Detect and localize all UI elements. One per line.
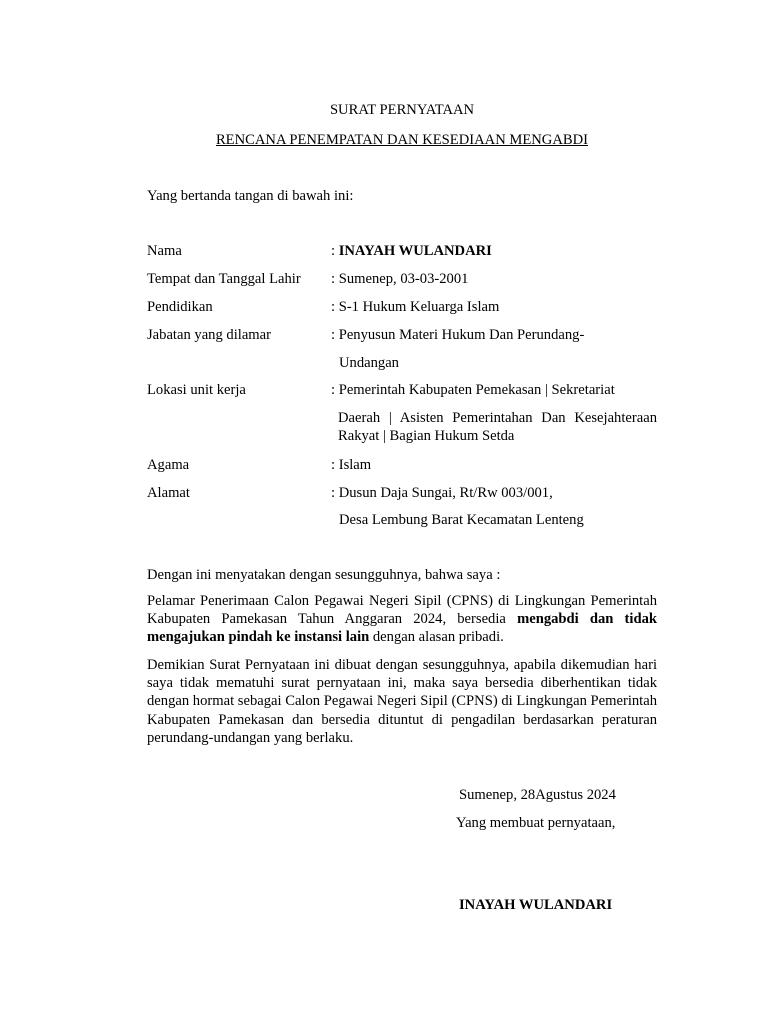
- field-label-agama: Agama: [147, 457, 190, 473]
- field-value-alamat: : Dusun Daja Sungai, Rt/Rw 003/001,: [331, 485, 553, 501]
- statement-1-text-end: dengan alasan pribadi.: [369, 629, 504, 646]
- field-label-ttl: Tempat dan Tanggal Lahir: [147, 271, 301, 287]
- field-value-jabatan: : Penyusun Materi Hukum Dan Perundang-: [331, 327, 585, 343]
- field-value-ttl: : Sumenep, 03-03-2001: [331, 271, 469, 287]
- field-label-pendidikan: Pendidikan: [147, 299, 213, 315]
- signature-place-date: Sumenep, 28Agustus 2024: [459, 787, 616, 803]
- intro-text: Yang bertanda tangan di bawah ini:: [147, 188, 354, 204]
- field-value-alamat-cont: Desa Lembung Barat Kecamatan Lenteng: [339, 512, 584, 528]
- field-label-alamat: Alamat: [147, 485, 190, 501]
- field-label-lokasi: Lokasi unit kerja: [147, 382, 246, 398]
- field-value-pendidikan: : S-1 Hukum Keluarga Islam: [331, 299, 500, 315]
- field-label-nama: Nama: [147, 243, 182, 259]
- statement-1-emphasis: mengabdi dan tidak mengajukan pindah ke instansi lain: [147, 611, 657, 646]
- field-value-agama: : Islam: [331, 457, 372, 473]
- field-value-lokasi: : Pemerintah Kabupaten Pemekasan | Sekretariat: [331, 382, 615, 398]
- field-value-lokasi-cont: Daerah | Asisten Pemerintahan Dan Kesejahteraan Rakyat | Bagian Hukum Setda: [338, 410, 657, 445]
- statement-1-text: Pelamar Penerimaan Calon Pegawai Negeri Sipil (CPNS) di Lingkungan Pemerintah Kabupaten Pamekasan Tahun Anggaran 2024, bersedia: [147, 593, 657, 628]
- field-name-value: INAYAH WULANDARI: [338, 243, 492, 259]
- statement-paragraph-1: [147, 592, 657, 647]
- field-value-nama: [331, 242, 492, 260]
- document-subtitle: RENCANA PENEMPATAN DAN KESEDIAAN MENGABDI: [215, 132, 589, 148]
- signature-made-by: Yang membuat pernyataan,: [456, 815, 616, 831]
- statement-paragraph-2: Demikian Surat Pernyataan ini dibuat dengan sesungguhnya, apabila dikemudian hari saya tidak mematuhi surat pernyataan ini, maka saya bersedia diberhentikan tidak dengan hormat sebagai Calon Pegawai Negeri Sipil (CPNS) di Lingkungan Pemerintah Kabupaten Pamekasan dan bersedia dituntut di pengadilan berdasarkan peraturan perundang-undangan yang berlaku.: [147, 657, 657, 746]
- signature-name: INAYAH WULANDARI: [459, 897, 613, 913]
- statement-intro: Dengan ini menyatakan dengan sesungguhnya, bahwa saya :: [147, 567, 501, 583]
- field-value-jabatan-cont: Undangan: [339, 355, 399, 371]
- field-colon: :: [331, 243, 339, 259]
- document-title: SURAT PERNYATAAN: [329, 102, 475, 118]
- field-label-jabatan: Jabatan yang dilamar: [147, 327, 271, 343]
